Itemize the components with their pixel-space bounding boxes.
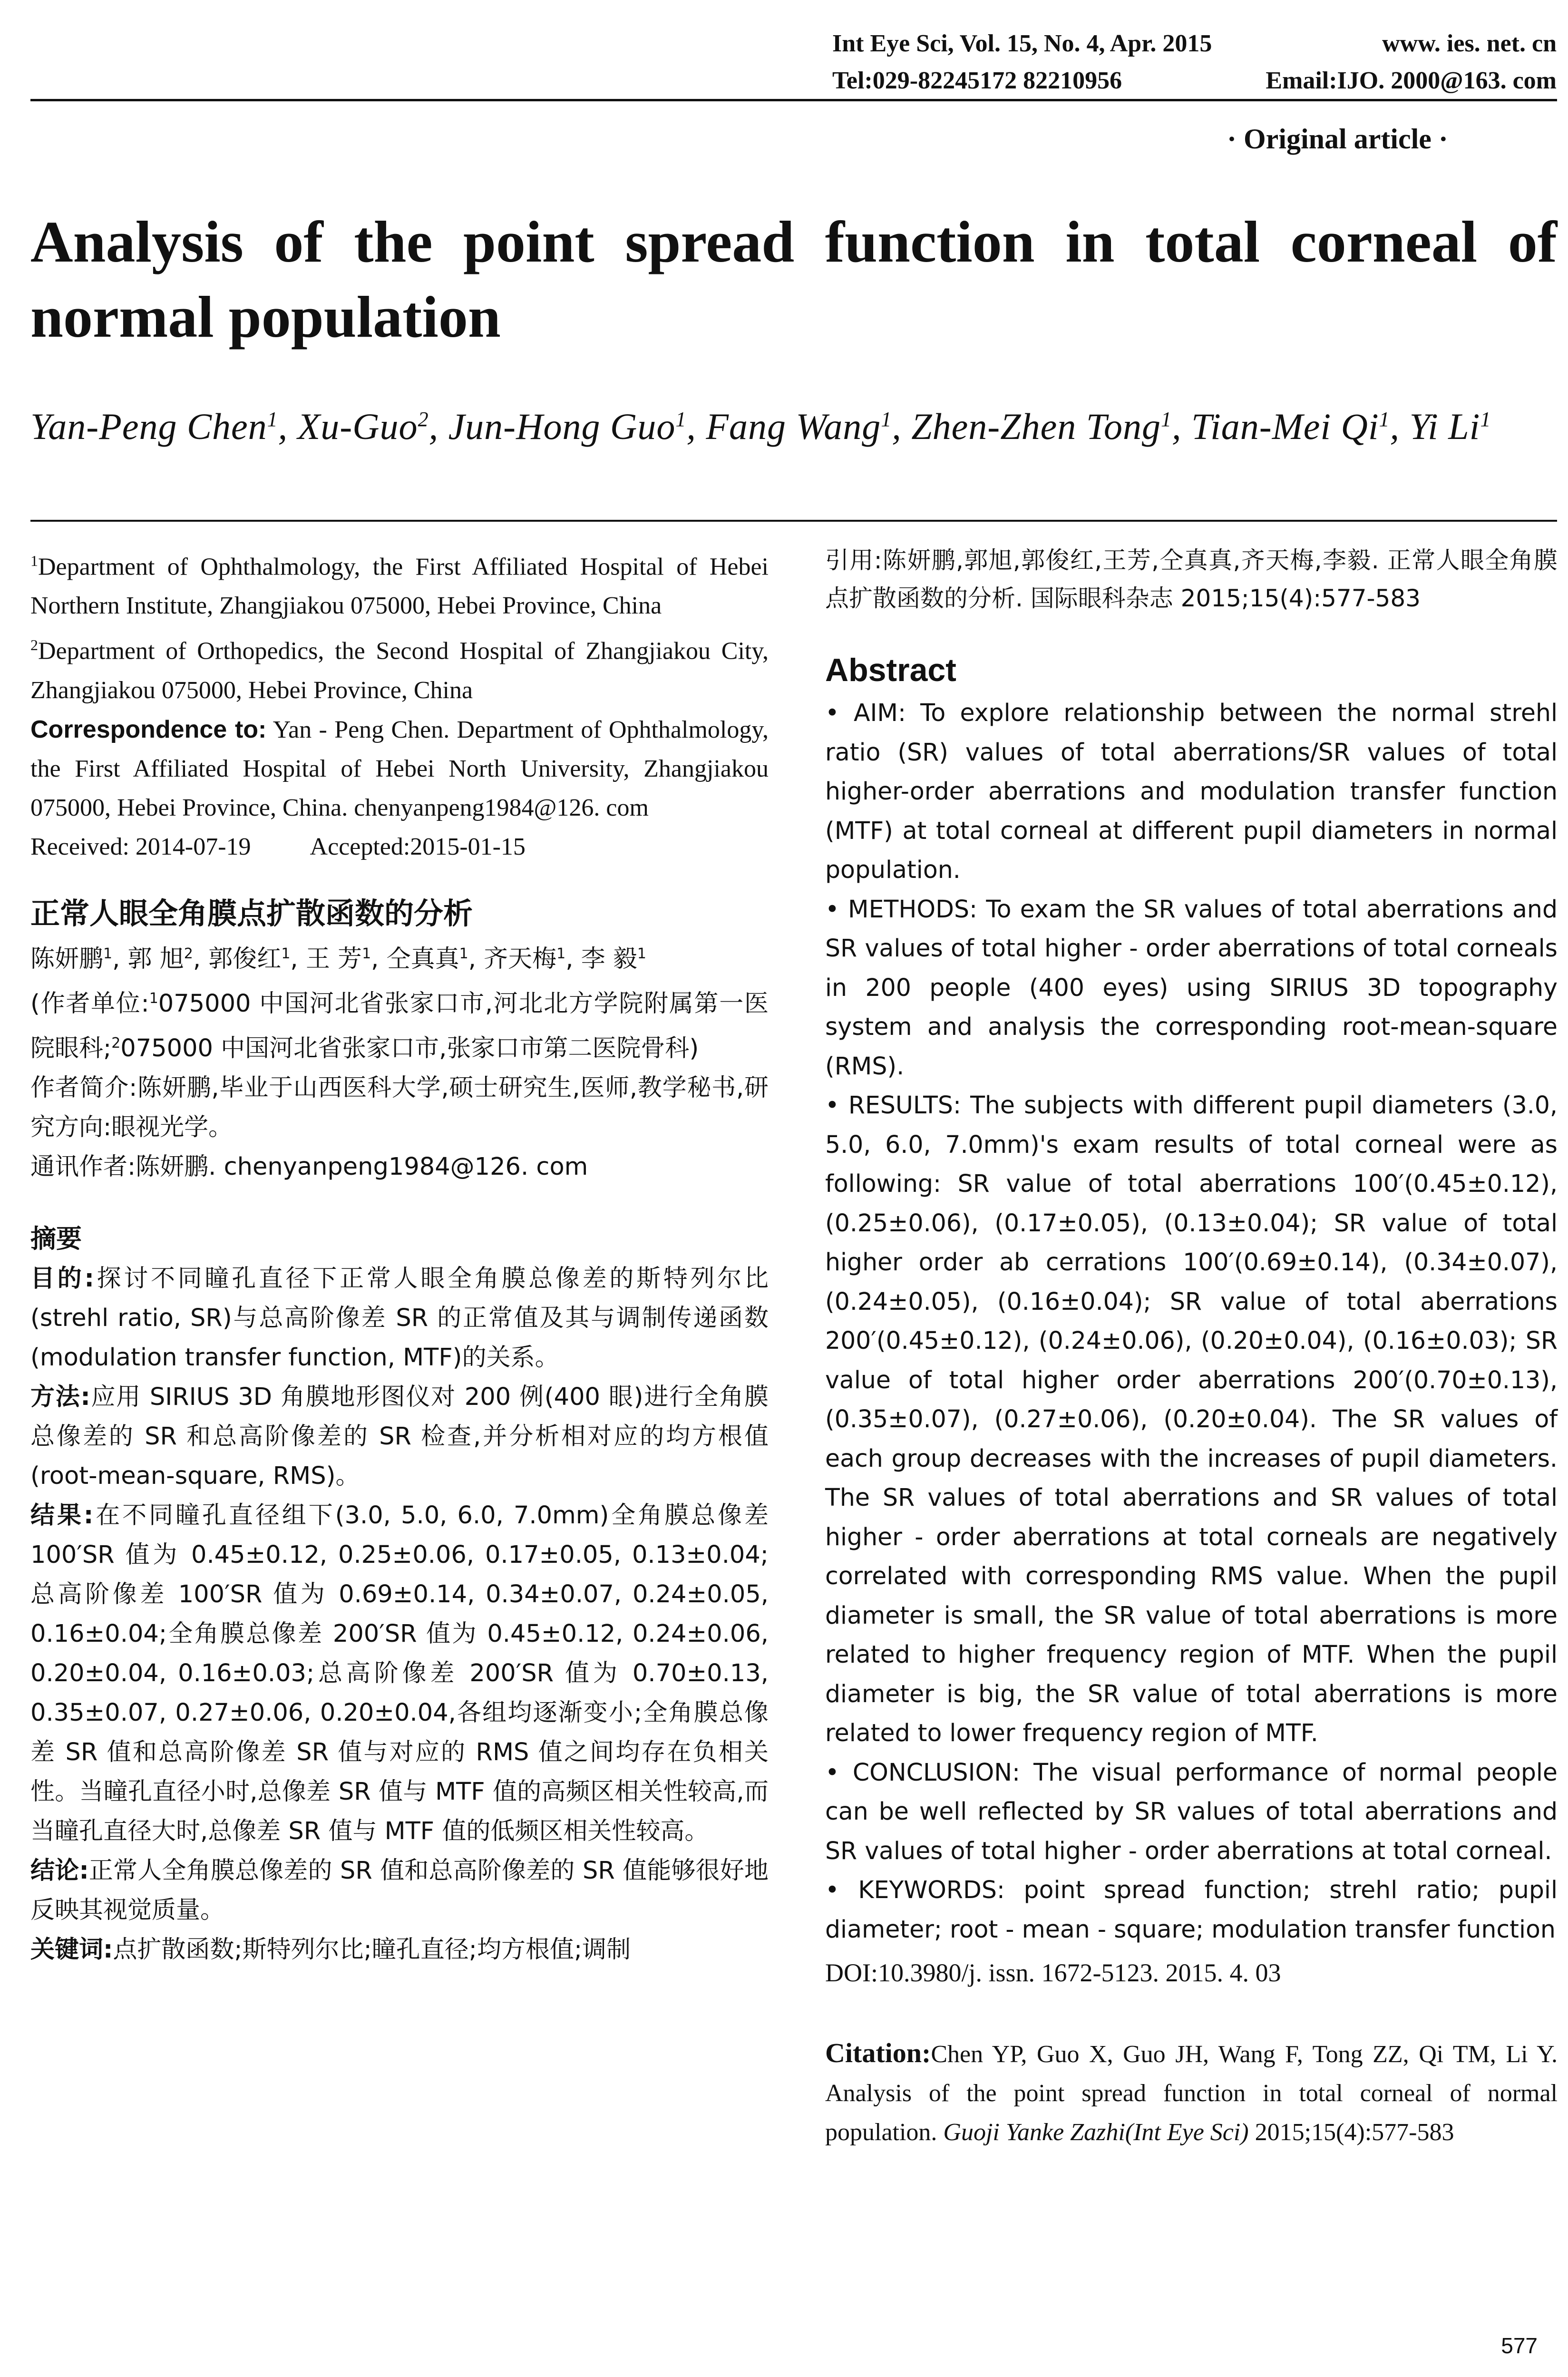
cn-results-label: 结果: xyxy=(30,1501,94,1529)
aff-number: 2 xyxy=(30,636,38,654)
cn-author: 郭俊红 xyxy=(208,945,282,973)
journal-email[interactable]: Email:IJO. 2000@163. com xyxy=(1266,67,1557,94)
cn-author: 李 毅 xyxy=(581,945,637,973)
citation-text: Chen YP, Guo X, Guo JH, Wang F, Tong ZZ, Qi TM, Li Y. Analysis of the point spread function in total corneal of normal population. xyxy=(825,2041,1558,2146)
cn-aim xyxy=(30,1259,769,1377)
cn-author-aff: 1 xyxy=(362,945,371,962)
correspondence-text: Yan - Peng Chen. Department of Ophthalmology, the First Affiliated Hospital of Hebei North University, Zhangjiakou 075000, Hebei Province, China. chenyanpeng1984@126. com xyxy=(30,716,769,821)
cn-author-intro: 作者简介:陈妍鹏,毕业于山西医科大学,硕士研究生,医师,教学秘书,研究方向:眼视光学。 xyxy=(30,1073,769,1141)
author-name: Yan-Peng Chen xyxy=(30,406,267,447)
article-title: Analysis of the point spread function in total corneal of normal population xyxy=(30,209,1557,350)
cn-author: 仝真真 xyxy=(386,945,459,973)
cn-aff-open: (作者单位: xyxy=(30,989,149,1018)
aff-text: Department of Orthopedics, the Second Hospital of Zhangjiakou City, Zhangjiakou 075000, Hebei Province, China xyxy=(30,637,769,704)
cn-keywords xyxy=(30,1930,769,1969)
abstract-aim: • AIM: To explore relationship between the normal strehl ratio (SR) values of total aberrations/SR values of total higher-order aberrations and modulation transfer function (MTF) at total corneal at different pupil diameters in normal population. xyxy=(825,699,1558,884)
cn-keywords-label: 关键词: xyxy=(30,1935,113,1964)
author-aff: 1 xyxy=(267,408,278,431)
cn-results xyxy=(30,1496,769,1851)
cn-author: 王 芳 xyxy=(305,945,362,973)
cn-author-aff: 1 xyxy=(637,945,646,962)
cn-conclusion-text: 正常人全角膜总像差的 SR 值和总高阶像差的 SR 值能够很好地反映其视觉质量。 xyxy=(30,1856,769,1924)
author-aff: 1 xyxy=(1480,408,1491,431)
right-column xyxy=(825,541,1558,2177)
cn-abstract-heading: 摘要 xyxy=(30,1223,82,1254)
received-date: Received: 2014-07-19 xyxy=(30,833,251,860)
citation-tail: 2015;15(4):577-583 xyxy=(1248,2119,1454,2146)
cn-keywords-text: 点扩散函数;斯特列尔比;瞳孔直径;均方根值;调制 xyxy=(113,1935,631,1964)
accepted-date: Accepted:2015-01-15 xyxy=(310,833,526,860)
abstract-results: • RESULTS: The subjects with different pupil diameters (3.0, 5.0, 6.0, 7.0mm)'s exam results of total corneal were as following: SR value of total aberrations 100′(0.45±0.12), (0.25±0.06), (0.17±0.05), (0.13±0.04); SR value of total higher order ab cerrations 100′(0.69±0.14), (0.34±0.07), (0.24±0.05), (0.16±0.04); SR value of total aberrations 200′(0.45±0.12), (0.24±0.06), (0.20±0.04), (0.16±0.03); SR value of total higher order aberrations 200′(0.70±0.13), (0.35±0.07), (0.27±0.06), (0.20±0.04). The SR values of each group decreases with the increases of pupil diameters. The SR values of total aberrations and SR values of total higher - order aberrations at total corneals are negatively correlated with corresponding RMS value. When the pupil diameter is small, the SR value of total aberrations is more related to higher frequency region of MTF. When the pupil diameter is big, the SR value of total aberrations is more related to lower frequency region of MTF. xyxy=(825,1091,1558,1747)
citation-journal: Guoji Yanke Zazhi(Int Eye Sci) xyxy=(943,2119,1249,2146)
affiliation-2 xyxy=(30,625,769,710)
cn-aim-text: 探讨不同瞳孔直径下正常人眼全角膜总像差的斯特列尔比(strehl ratio, SR)与总高阶像差 SR 的正常值及其与调制传递函数(modulation transfer function, MTF)的关系。 xyxy=(30,1264,769,1372)
aff-number: 1 xyxy=(30,552,38,569)
abstract-conclusion: • CONCLUSION: The visual performance of normal people can be well reflected by SR values of total aberrations and SR values of total higher - order aberrations at total corneal. xyxy=(825,1758,1558,1865)
cn-affiliation xyxy=(30,979,769,1068)
left-column xyxy=(30,541,769,1969)
author-name: Yi Li xyxy=(1409,406,1480,447)
abstract-heading: Abstract xyxy=(825,652,956,688)
cn-citation: 引用:陈妍鹏,郭旭,郭俊红,王芳,仝真真,齐天梅,李毅. 正常人眼全角膜点扩散函数的分析. 国际眼科杂志 2015;15(4):577-583 xyxy=(825,546,1558,612)
cn-author-aff: 1 xyxy=(103,945,113,962)
author-aff: 2 xyxy=(418,408,429,431)
dates xyxy=(30,828,769,867)
author-name: Fang Wang xyxy=(706,406,881,447)
journal-tel: Tel:029-82245172 82210956 xyxy=(832,67,1122,94)
cn-author-aff: 1 xyxy=(556,945,566,962)
correspondence-label: Correspondence to: xyxy=(30,715,267,743)
author-list: Yan-Peng Chen$^1$, Xu-Guo$^2$, Jun-Hong Guo$^1$, Fang Wang$^1$, Zhen-Zhen Tong$^1$, Tian-Mei Qi$^1$, Yi Li$^1$ xyxy=(30,406,1491,447)
cn-author-aff: 1 xyxy=(281,945,291,962)
header-rule xyxy=(30,99,1557,101)
author-name: Tian-Mei Qi xyxy=(1191,406,1379,447)
author-name: Xu-Guo xyxy=(297,406,418,447)
cn-methods xyxy=(30,1377,769,1496)
cn-author: 齐天梅 xyxy=(484,945,557,973)
citation-label: Citation: xyxy=(825,2037,931,2068)
author-name: Zhen-Zhen Tong xyxy=(911,406,1161,447)
cn-aff-text: 075000 中国河北省张家口市,张家口市第二医院骨科) xyxy=(120,1034,699,1062)
abstract-keywords: • KEYWORDS: point spread function; strehl ratio; pupil diameter; root - mean - square; modulation transfer function xyxy=(825,1876,1558,1943)
cn-aff-number: 2 xyxy=(111,1034,121,1052)
cn-author-list: 陈妍鹏$^1$, 郭 旭$^2$, 郭俊红$^1$, 王 芳$^1$, 仝真真$^1$, 齐天梅$^1$, 李 毅$^1$ xyxy=(30,945,646,973)
author-name: Jun-Hong Guo xyxy=(448,406,676,447)
cn-conclusion-label: 结论: xyxy=(30,1856,89,1885)
correspondence xyxy=(30,710,769,828)
cn-author: 郭 旭 xyxy=(127,945,184,973)
cn-aff-number: 1 xyxy=(149,990,158,1007)
section-type: · Original article · xyxy=(1227,123,1448,155)
cn-title: 正常人眼全角膜点扩散函数的分析 xyxy=(30,896,473,931)
cn-methods-label: 方法: xyxy=(30,1383,90,1411)
author-aff: 1 xyxy=(1161,408,1172,431)
cn-conclusion xyxy=(30,1851,769,1930)
cn-correspondence: 通讯作者:陈妍鹏. chenyanpeng1984@126. com xyxy=(30,1152,588,1181)
aff-text: Department of Ophthalmology, the First Affiliated Hospital of Hebei Northern Institute, Zhangjiakou 075000, Hebei Province, China xyxy=(30,553,769,620)
cn-aim-label: 目的: xyxy=(30,1264,94,1293)
cn-author-aff: 2 xyxy=(184,945,193,962)
journal-info: Int Eye Sci, Vol. 15, No. 4, Apr. 2015 xyxy=(832,30,1212,57)
cn-methods-text: 应用 SIRIUS 3D 角膜地形图仪对 200 例(400 眼)进行全角膜总像差的 SR 和总高阶像差的 SR 检查,并分析相对应的均方根值(root-mean-square, RMS)。 xyxy=(30,1383,769,1490)
author-aff: 1 xyxy=(1379,408,1390,431)
citation xyxy=(825,2034,1558,2152)
author-aff: 1 xyxy=(675,408,687,431)
cn-results-text: 在不同瞳孔直径组下(3.0, 5.0, 6.0, 7.0mm)全角膜总像差 100′SR 值为 0.45±0.12, 0.25±0.06, 0.17±0.05, 0.13±0.04;总高阶像差 100′SR 值为 0.69±0.14, 0.34±0.07, 0.24±0.05, 0.16±0.04;全角膜总像差 200′SR 值为 0.45±0.12, 0.24±0.06, 0.20±0.04, 0.16±0.03;总高阶像差 200′SR 值为 0.70±0.13, 0.35±0.07, 0.27±0.06, 0.20±0.04,各组均逐渐变小;全角膜总像差 SR 值和总高阶像差 SR 值与对应的 RMS 值之间均存在负相关性。当瞳孔直径小时,总像差 SR 值与 MTF 值的高频区相关性较高,而当瞳孔直径大时,总像差 SR 值与 MTF 值的低频区相关性较高。 xyxy=(30,1501,769,1845)
cn-author: 陈妍鹏 xyxy=(30,945,104,973)
doi[interactable]: DOI:10.3980/j. issn. 1672-5123. 2015. 4. 03 xyxy=(825,1958,1281,1987)
cn-author-aff: 1 xyxy=(459,945,468,962)
affiliation-1 xyxy=(30,541,769,625)
cn-aff-text: 075000 中国河北省张家口市,河北北方学院附属第一医院眼科; xyxy=(30,989,769,1062)
abstract-methods: • METHODS: To exam the SR values of total aberrations and SR values of total higher - order aberrations of total corneals in 200 people (400 eyes) using SIRIUS 3D topography system and analysis the corresponding root-mean-square (RMS). xyxy=(825,895,1558,1080)
page-number: 577 xyxy=(1501,2333,1538,2358)
section-rule xyxy=(30,520,1557,522)
journal-website[interactable]: www. ies. net. cn xyxy=(1382,30,1557,57)
author-aff: 1 xyxy=(881,408,892,431)
